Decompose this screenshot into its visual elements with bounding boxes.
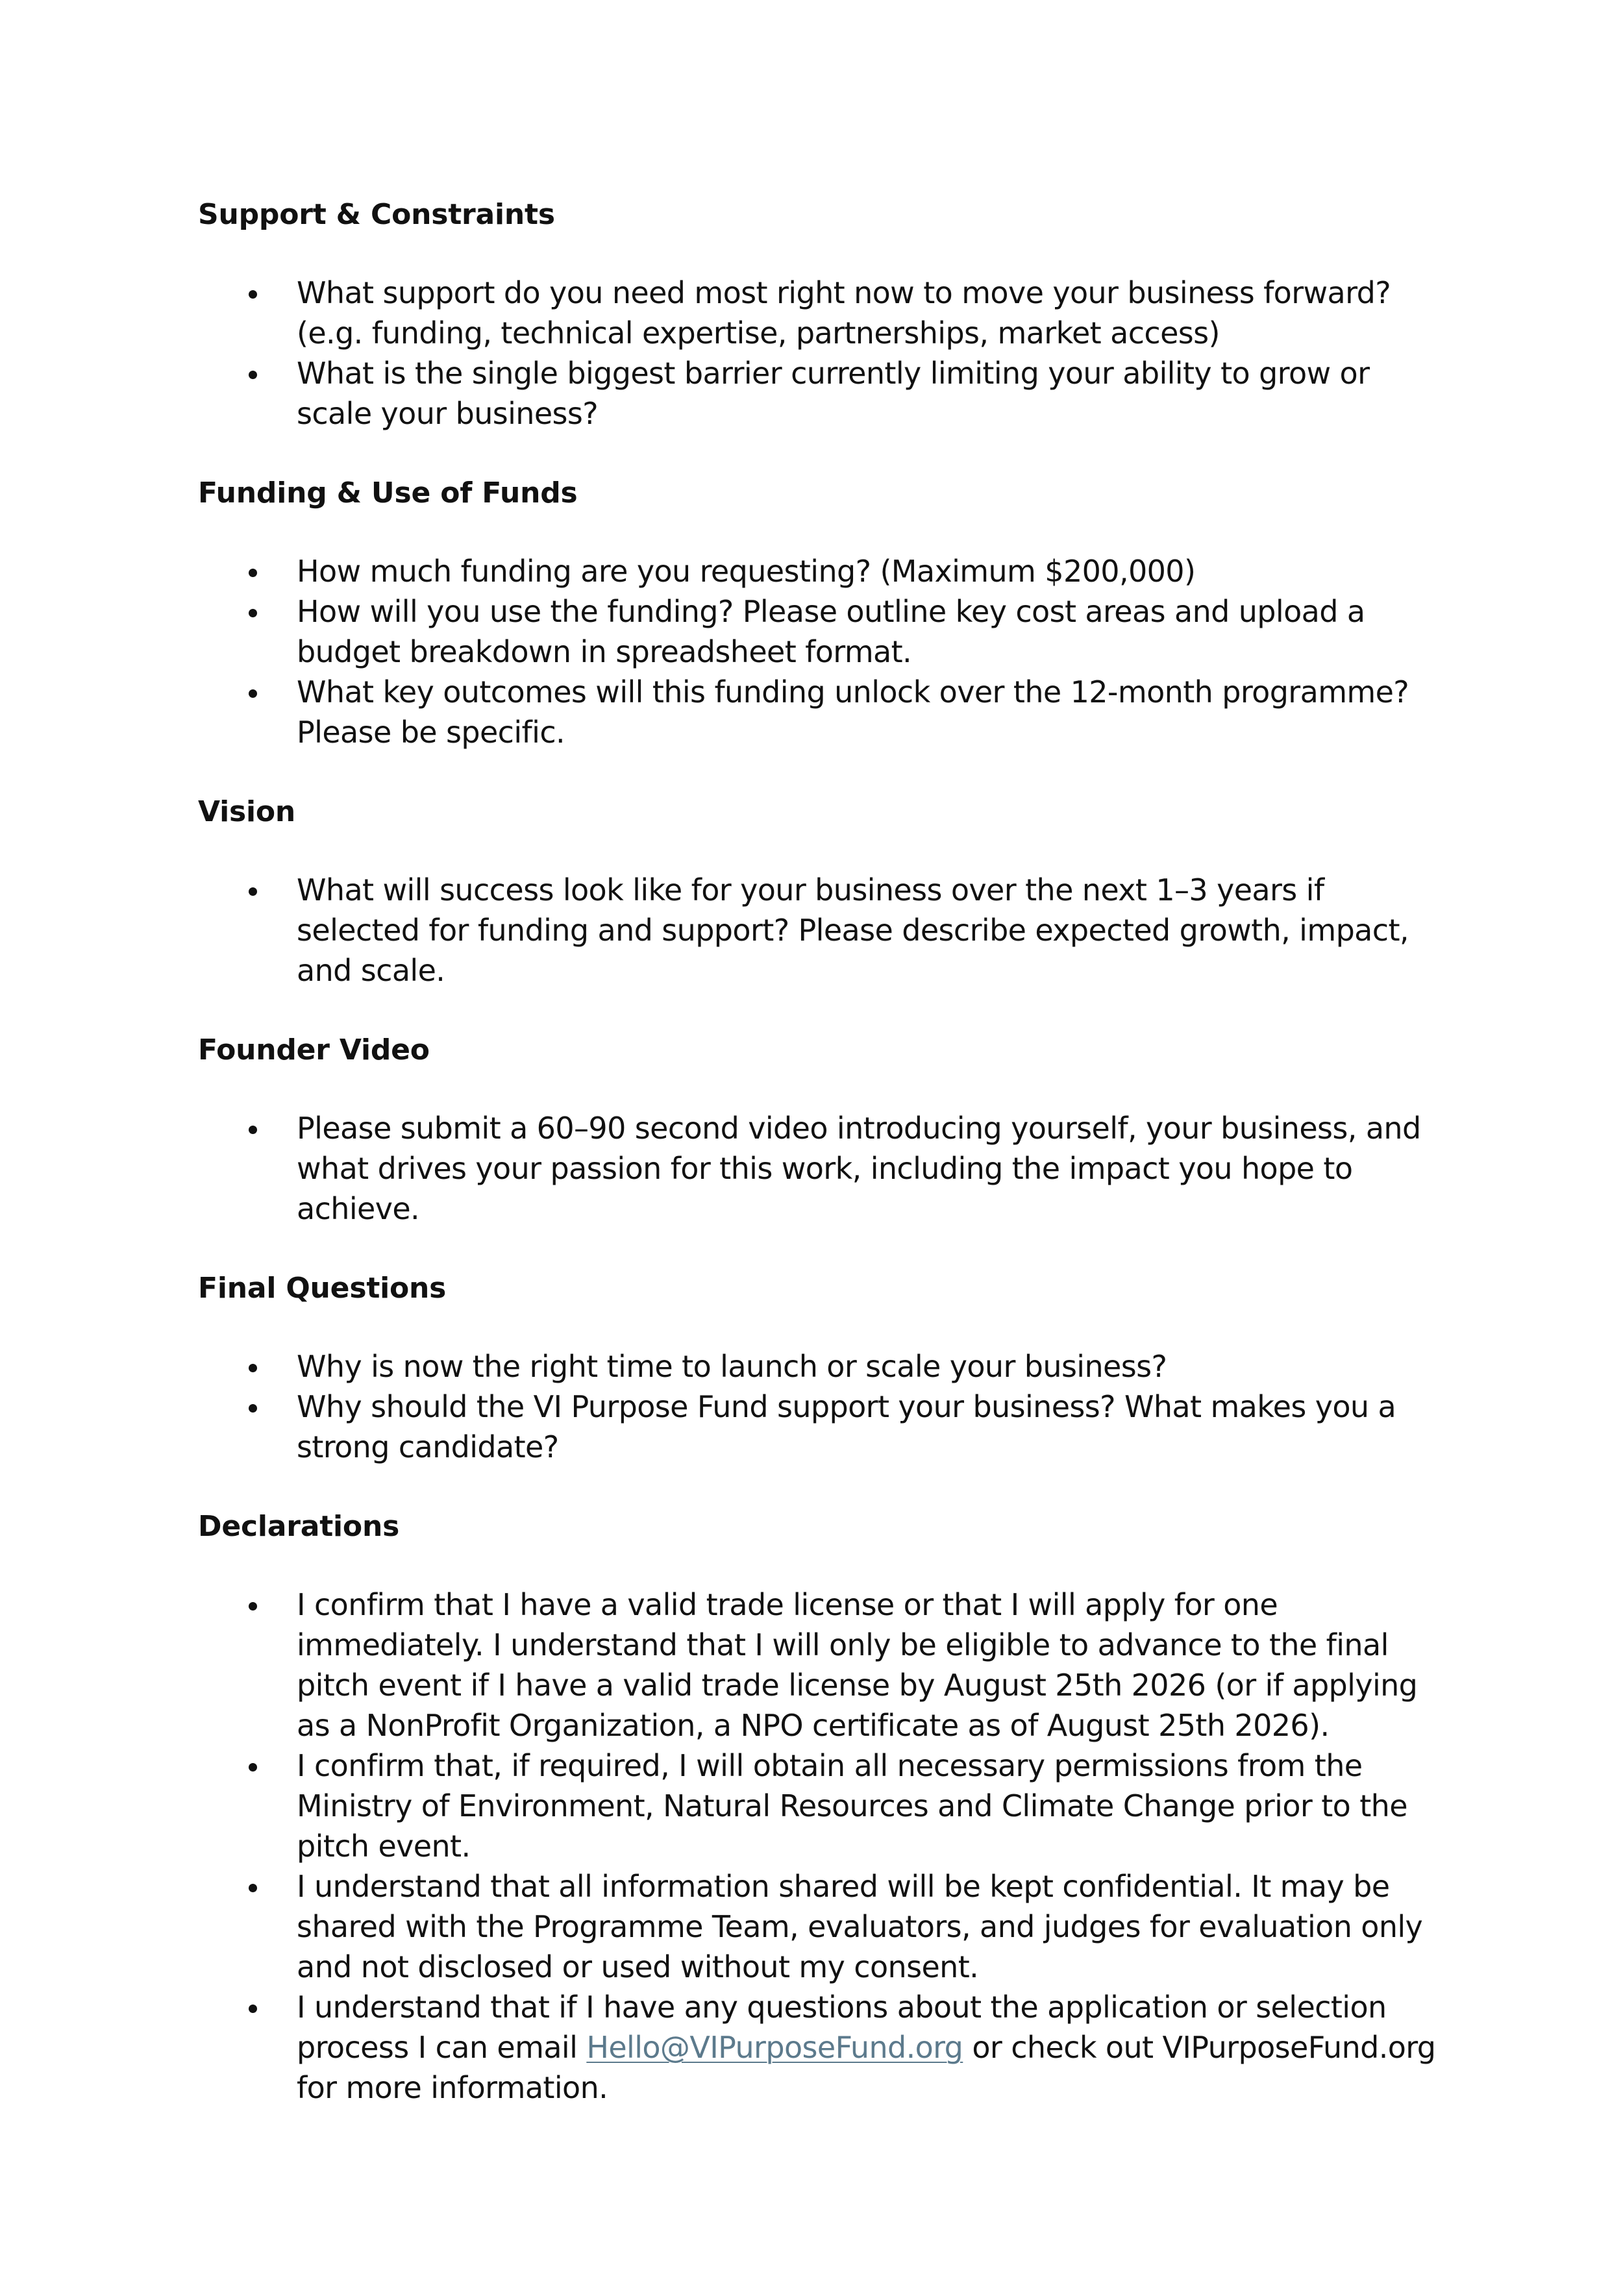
bullet-icon [249, 1602, 257, 1611]
list-item [198, 273, 1444, 353]
list-item [198, 870, 1444, 991]
bullet-icon [249, 609, 257, 617]
list-item-text: What will success look like for your business over the next 1–3 years if selected for funding and support? Please describe expected growth, impact, and scale. [297, 872, 1409, 988]
list-item-text: What support do you need most right now to move your business forward? (e.g. funding, technical expertise, partnerships, market access) [297, 275, 1391, 351]
list-item-text: I confirm that I have a valid trade license or that I will apply for one immediately. I understand that I will only be eligible to advance to the final pitch event if I have a valid trade license by August 25th 2026 (or if applying as a NonProfit Organization, a NPO certificate as of August 25th 2026). [297, 1587, 1418, 1743]
contact-text-after: or check out VIPurposeFund.org for more information. [297, 2030, 1436, 2105]
list-item-text: What is the single biggest barrier currently limiting your ability to grow or scale your business? [297, 356, 1370, 431]
section-heading: Support & Constraints [198, 198, 555, 231]
list-item [198, 1346, 1444, 1387]
bullet-icon [249, 1404, 257, 1413]
list-item [198, 1387, 1444, 1467]
section-heading: Final Questions [198, 1272, 447, 1305]
section-declarations [198, 1507, 1444, 2108]
list-item [198, 353, 1444, 434]
section-final-questions [198, 1268, 1444, 1467]
list-item [198, 1746, 1444, 1866]
section-heading: Declarations [198, 1510, 400, 1543]
section-founder-video [198, 1030, 1444, 1229]
section-funding-use-of-funds [198, 473, 1444, 752]
bullet-icon [249, 290, 257, 299]
list-item [198, 591, 1444, 672]
contact-list-item [198, 1987, 1444, 2108]
list-item-text: How will you use the funding? Please outline key cost areas and upload a budget breakdown in spreadsheet format. [297, 594, 1365, 669]
list-item [198, 1585, 1444, 1746]
bullet-icon [249, 887, 257, 896]
bullet-list [198, 1108, 1444, 1229]
bullet-icon [249, 2005, 257, 2013]
list-item [198, 551, 1444, 591]
list-item-text: What key outcomes will this funding unlock over the 12-month programme? Please be specific. [297, 674, 1409, 750]
document-page [198, 195, 1444, 2108]
bullet-icon [249, 371, 257, 379]
section-heading: Vision [198, 795, 295, 828]
list-item-text: Why is now the right time to launch or scale your business? [297, 1349, 1167, 1384]
bullet-list [198, 1585, 1444, 2108]
list-item-text: Why should the VI Purpose Fund support your business? What makes you a strong candidate? [297, 1389, 1396, 1464]
bullet-list [198, 870, 1444, 991]
list-item [198, 1866, 1444, 1987]
list-item [198, 672, 1444, 752]
bullet-icon [249, 1126, 257, 1134]
bullet-icon [249, 1364, 257, 1372]
list-item [198, 1108, 1444, 1229]
bullet-list [198, 551, 1444, 752]
section-heading: Funding & Use of Funds [198, 476, 578, 510]
contact-text-before: I understand that if I have any questions about the application or selection process I can email [297, 1990, 1387, 2065]
section-heading: Founder Video [198, 1033, 430, 1067]
section-support-constraints [198, 195, 1444, 434]
bullet-icon [249, 569, 257, 577]
bullet-list [198, 1346, 1444, 1467]
email-link[interactable]: Hello@VIPurposeFund.org [586, 2030, 963, 2065]
bullet-icon [249, 689, 257, 698]
list-item-text: How much funding are you requesting? (Maximum $200,000) [297, 554, 1196, 589]
bullet-icon [249, 1884, 257, 1892]
list-item-text: Please submit a 60–90 second video introducing yourself, your business, and what drives your passion for this work, including the impact you hope to achieve. [297, 1111, 1421, 1226]
list-item-text: I confirm that, if required, I will obtain all necessary permissions from the Ministry of Environment, Natural Resources and Climate Change prior to the pitch event. [297, 1748, 1407, 1864]
bullet-list [198, 273, 1444, 434]
list-item-text: I understand that all information shared will be kept confidential. It may be shared with the Programme Team, evaluators, and judges for evaluation only and not disclosed or used without my consent. [297, 1869, 1423, 1984]
section-vision [198, 792, 1444, 991]
bullet-icon [249, 1763, 257, 1771]
